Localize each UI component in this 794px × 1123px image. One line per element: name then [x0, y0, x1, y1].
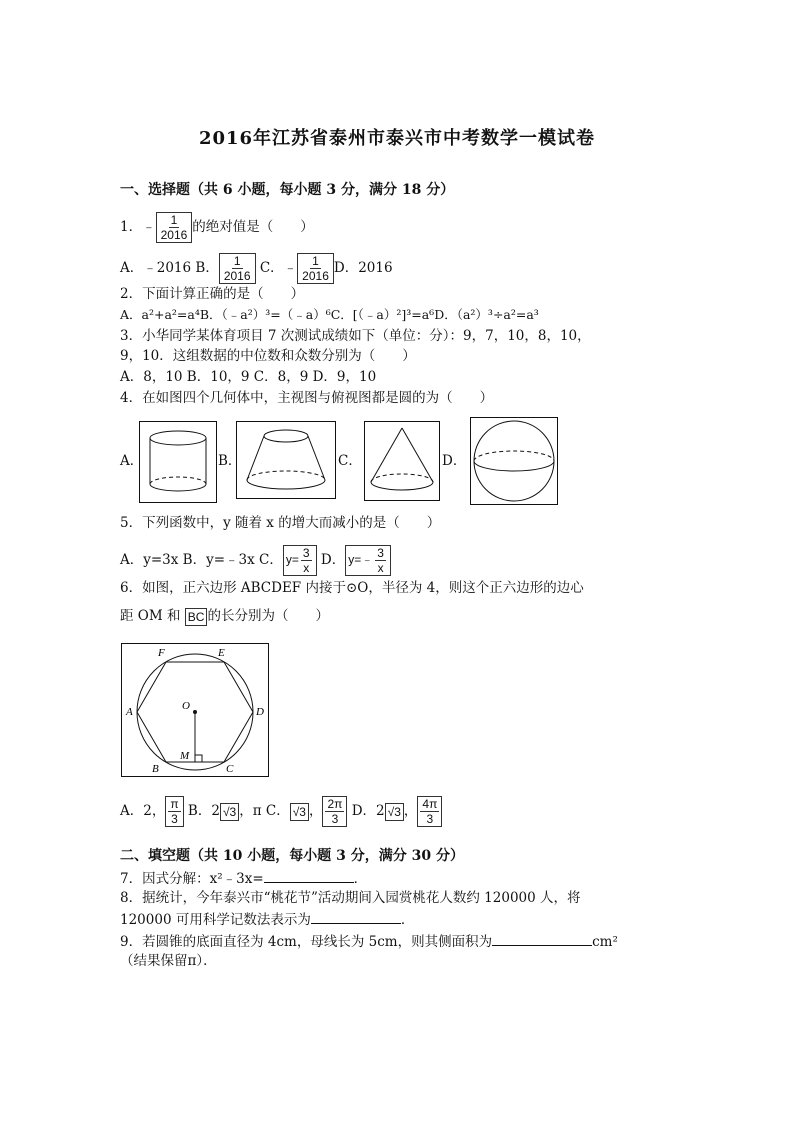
question-8-line1: 8．据统计，今年泰兴市“桃花节”活动期间入园赏桃花人数约 120000 人，将	[120, 890, 581, 906]
question-4: 4．在如图四个几何体中，主视图与俯视图都是圆的为（ ）	[120, 390, 494, 406]
point-label-m: M	[180, 750, 190, 762]
cylinder-figure	[139, 421, 217, 503]
question-1	[120, 212, 314, 243]
q6-option-c-sqrt: √3	[290, 803, 309, 821]
q4-label-c: C．	[338, 453, 362, 469]
vertex-label-a: A	[126, 706, 133, 718]
section-heading-fill: 二、填空题（共 10 小题，每小题 3 分，满分 30 分）	[120, 848, 464, 864]
q1-fraction: $\frac{1}{2016}$	[156, 212, 193, 243]
cone-figure	[364, 421, 440, 501]
vertex-label-f: F	[158, 647, 165, 659]
question-9-line2: （结果保留π）．	[120, 953, 217, 969]
q5-option-d-formula: y=﹣ $\frac{3}{x}$	[345, 545, 391, 576]
q6-option-d-sqrt: √3	[385, 803, 404, 821]
question-6-line2: 距 OM 和 BC 的长分别为（ ）	[120, 608, 329, 624]
page-title: 2016年江苏省泰州市泰兴市中考数学一模试卷	[198, 128, 596, 149]
question-1-options: A．﹣2016 B． $\frac{1}{2016}$ C．﹣ $\frac{1}{2016}$ D．2016	[120, 254, 393, 283]
q1-prefix: 1．﹣	[120, 219, 156, 235]
center-label-o: O	[182, 700, 190, 712]
q4-label-a: A．	[120, 453, 144, 469]
q4-label-d: D．	[442, 453, 467, 469]
question-6-line1: 6．如图，正六边形 ABCDEF 内接于⊙O，半径为 4，则这个正六边形的边心	[120, 580, 584, 596]
q1-option-c-fraction: $\frac{1}{2016}$	[297, 253, 334, 284]
q6-option-c-fraction: $\frac{2\pi}{3}$	[322, 796, 347, 827]
question-5-options: A．y=3x B．y=﹣3x C． y= $\frac{3}{x}$ D． y=﹣ $\frac{3}{x}$	[120, 545, 391, 576]
question-3-line1: 3．小华同学某体育项目 7 次测试成绩如下（单位：分）：9，7，10，8，10，	[120, 328, 591, 344]
q8-answer-blank[interactable]	[311, 909, 401, 924]
question-3-options: A．8，10 B．10，9 C．8，9 D．9，10	[120, 369, 377, 385]
q6-option-a-fraction: $\frac{\pi}{3}$	[165, 796, 183, 827]
sphere-figure	[470, 417, 558, 505]
question-6-options: A．2， $\frac{\pi}{3}$ B．2 √3 ，π C． √3 ， $\frac{2\pi}{3}$ D．2 √3 ， $\frac{4\pi}{3}$	[120, 796, 442, 827]
vertex-label-d: D	[256, 706, 264, 718]
hexagon-figure	[121, 643, 269, 777]
question-5: 5．下列函数中，y 随着 x 的增大而减小的是（ ）	[120, 515, 441, 531]
vertex-label-c: C	[226, 763, 234, 775]
question-3-line2: 9，10．这组数据的中位数和众数分别为（ ）	[120, 348, 416, 364]
vertex-label-e: E	[218, 647, 225, 659]
q5-option-c-formula: y= $\frac{3}{x}$	[283, 545, 317, 576]
question-8-line2: 120000 可用科学记数法表示为 ．	[120, 909, 414, 929]
q1-option-b-fraction: $\frac{1}{2016}$	[219, 253, 256, 284]
q9-answer-blank[interactable]	[492, 931, 592, 946]
vertex-label-b: B	[152, 763, 159, 775]
question-9-line1: 9．若圆锥的底面直径为 4cm，母线长为 5cm，则其侧面积为 cm²	[120, 931, 618, 951]
frustum-figure	[236, 421, 336, 499]
q4-label-b: B．	[218, 453, 242, 469]
q7-answer-blank[interactable]	[264, 868, 354, 883]
question-2: 2．下面计算正确的是（ ）	[120, 286, 305, 302]
arc-bc-symbol: BC	[185, 608, 208, 626]
question-7: 7．因式分解：x²﹣3x= ．	[120, 868, 367, 888]
question-2-options: A．a²+a²=a⁴B．（﹣a²）³=（﹣a）⁶C．[（﹣a）²]³=a⁶D．（a²）³÷a²=a³	[120, 307, 539, 322]
q6-option-b-sqrt: √3	[220, 803, 239, 821]
section-heading-choice: 一、选择题（共 6 小题，每小题 3 分，满分 18 分）	[120, 182, 455, 198]
q6-option-d-fraction: $\frac{4\pi}{3}$	[417, 796, 442, 827]
q1-stem: 的绝对值是（ ）	[192, 219, 314, 235]
